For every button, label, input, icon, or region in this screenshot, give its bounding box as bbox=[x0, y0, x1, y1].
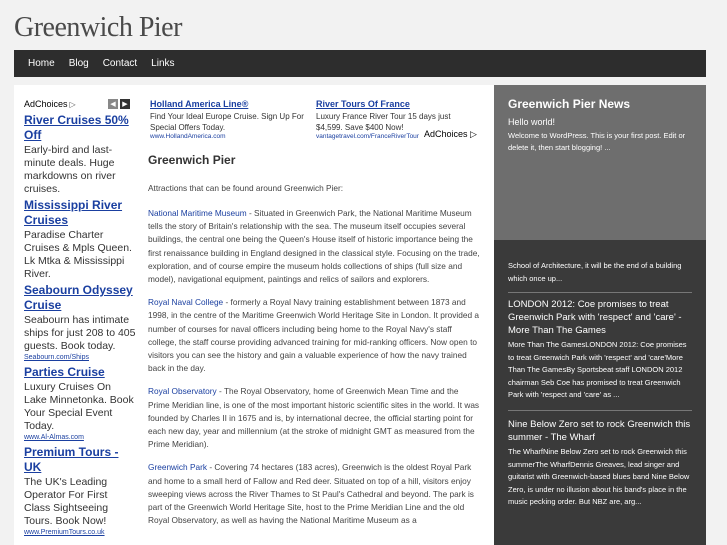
ad-title[interactable]: Parties Cruise bbox=[24, 365, 105, 379]
news-box bbox=[494, 85, 706, 240]
news-item-body: School of Architecture, it will be the end of a building which once up... bbox=[508, 261, 682, 283]
ad-url[interactable]: www.Al-Almas.com bbox=[24, 434, 84, 441]
adchoices-text[interactable]: AdChoices bbox=[24, 99, 68, 109]
news-item[interactable] bbox=[508, 418, 693, 509]
ad-title[interactable]: River Cruises 50% Off bbox=[24, 113, 129, 142]
attraction-text: - Situated in Greenwich Park, the National Maritime Museum tells the story of Britain's relationship with the sea. The museum itself occupies several buildings, the central one being the Queen's House itself of historic importance being the first renaissance building in England designed in the classical style. Focusing on the trade, exploration, and of course empire the museum holds collections of ships (full size and model), navigational equipment, paintings and relics of sailors and explorers. bbox=[148, 208, 480, 285]
ad-text: The UK's Leading Operator For First Class Sightseeing Tours. Book Now! bbox=[24, 476, 109, 527]
adchoices-text[interactable]: AdChoices bbox=[424, 129, 468, 139]
adchoices-icon[interactable]: ▷ bbox=[470, 129, 477, 139]
ad-url[interactable]: Seabourn.com/Ships bbox=[24, 354, 89, 361]
ad-title[interactable]: Seabourn Odyssey Cruise bbox=[24, 283, 133, 312]
attraction-paragraph bbox=[148, 385, 480, 451]
news-feed bbox=[494, 240, 706, 545]
left-ad[interactable] bbox=[24, 113, 136, 196]
top-ad-title[interactable]: Holland America Line® bbox=[150, 99, 249, 109]
nav-contact[interactable]: Contact bbox=[102, 58, 138, 69]
attraction-link[interactable]: Royal Naval College bbox=[148, 297, 224, 308]
news-item[interactable] bbox=[508, 298, 693, 402]
nav-home[interactable]: Home bbox=[28, 58, 55, 69]
news-title: Greenwich Pier News bbox=[508, 97, 631, 111]
left-ad[interactable] bbox=[24, 198, 136, 281]
left-ad-column bbox=[24, 97, 136, 538]
news-item-body: More Than The GamesLONDON 2012: Coe promises to treat Greenwich Park with 'respect' and 'care'More Than The GamesBy Sportsbeat staff LONDON 2012 chairman Seb Coe has promised to treat Greenwich Park with 'respect and 'care' as ... bbox=[508, 340, 687, 399]
news-item[interactable] bbox=[508, 258, 693, 285]
attraction-link[interactable]: Greenwich Park bbox=[148, 462, 208, 473]
news-item-title[interactable]: Nine Below Zero set to rock Greenwich this summer - The Wharf bbox=[508, 419, 691, 443]
site-title[interactable]: Greenwich Pier bbox=[14, 12, 182, 43]
top-ad-title[interactable]: River Tours Of France bbox=[316, 99, 410, 109]
nav-links[interactable]: Links bbox=[151, 58, 175, 69]
top-ad-url[interactable]: vantagetravel.com/FranceRiverTour bbox=[316, 133, 419, 140]
adchoices-label[interactable] bbox=[424, 129, 477, 140]
ad-url[interactable]: www.PremiumTours.co.uk bbox=[24, 529, 105, 536]
content-area bbox=[14, 85, 494, 545]
news-post-title[interactable]: Hello world! bbox=[508, 117, 556, 127]
news-divider bbox=[508, 410, 692, 411]
ad-prev-icon[interactable]: ◀ bbox=[108, 99, 118, 109]
ad-next-icon[interactable]: ▶ bbox=[120, 99, 130, 109]
attraction-paragraph bbox=[148, 207, 480, 286]
news-item-title[interactable]: LONDON 2012: Coe promises to treat Greenwich Park with 'respect' and 'care' - More Than The Games bbox=[508, 299, 682, 336]
attraction-link[interactable]: National Maritime Museum bbox=[148, 208, 247, 218]
news-post-body: Welcome to WordPress. This is your first post. Edit or delete it, then start blogging! ... bbox=[508, 131, 686, 152]
intro-text: Attractions that can be found around Greenwich Pier: bbox=[148, 183, 344, 193]
attraction-paragraph bbox=[148, 461, 480, 527]
attraction-link[interactable]: Royal Observatory bbox=[148, 386, 217, 397]
left-ad[interactable] bbox=[24, 365, 136, 443]
ad-text: Seabourn has intimate ships for just 208 to 405 guests. Book today. bbox=[24, 314, 136, 352]
ad-text: Luxury Cruises On Lake Minnetonka. Book Your Special Event Today. bbox=[24, 381, 134, 432]
top-ad-text: Luxury France River Tour 15 days just $4,599. Save $400 Now! bbox=[316, 112, 451, 132]
top-ad[interactable] bbox=[150, 99, 310, 140]
left-ad[interactable] bbox=[24, 445, 136, 538]
adchoices-icon[interactable]: ▷ bbox=[69, 99, 76, 109]
top-ad-url[interactable]: www.HollandAmerica.com bbox=[150, 133, 226, 140]
attraction-paragraph bbox=[148, 296, 480, 375]
attraction-text: - The Royal Observatory, home of Greenwich Mean Time and the Prime Meridian line, is one of the most important historic scientific sites in the world. It was founded by Charles II in 1675 and is, by international decree, the official starting point for each new day, year and millennium (at the stroke of midnight GMT as measured from the Prime Meridian). bbox=[148, 386, 480, 450]
main-nav bbox=[14, 50, 706, 77]
right-sidebar bbox=[494, 85, 706, 545]
ad-title[interactable]: Mississippi River Cruises bbox=[24, 198, 123, 227]
attraction-text: - Covering 74 hectares (183 acres), Greenwich is the oldest Royal Park and home to a small herd of Fallow and Red deer. Situated on top of a hill, visitors enjoy sweeping views across the River Thames to St Paul's Cathedral and beyond. The park is part of the Greenwich World Heritage Site, host to the Prime Meridian Line and the old Royal Observatory, as well as having the National Maritime Museum as a bbox=[148, 462, 474, 526]
news-item-body: The WharfNine Below Zero set to rock Greenwich this summerThe WharfDennis Greaves, lead singer and guitarist with Greenwich-based blues band Nine Below Zero, is under no illusion about his band's place in the music pecking order. But NBZ are, arg... bbox=[508, 447, 690, 506]
nav-blog[interactable]: Blog bbox=[68, 58, 89, 69]
page-title: Greenwich Pier bbox=[148, 153, 236, 167]
attraction-text: - formerly a Royal Navy training establishment between 1873 and 1998, in the centre of the Maritime Greenwich World Heritage Site in London. It provided a number of courses for naval officers including being home to the Royal Navy's staff college, the staff course providing advanced training for mid-ranking officers. Now open to visitors you can see the history and gain a valuable experience of how the navy trained back in the day. bbox=[148, 297, 479, 374]
news-divider bbox=[508, 292, 692, 293]
ad-title[interactable]: Premium Tours - UK bbox=[24, 445, 119, 474]
ad-text: Paradise Charter Cruises & Mpls Queen. Lk Mtka & Mississippi River. bbox=[24, 229, 132, 280]
ad-text: Early-bird and last-minute deals. Huge markdowns on river cruises. bbox=[24, 144, 116, 195]
main-article bbox=[148, 153, 480, 537]
left-ad[interactable] bbox=[24, 283, 136, 363]
top-ad-text: Find Your Ideal Europe Cruise. Sign Up For Special Offers Today. bbox=[150, 112, 304, 132]
